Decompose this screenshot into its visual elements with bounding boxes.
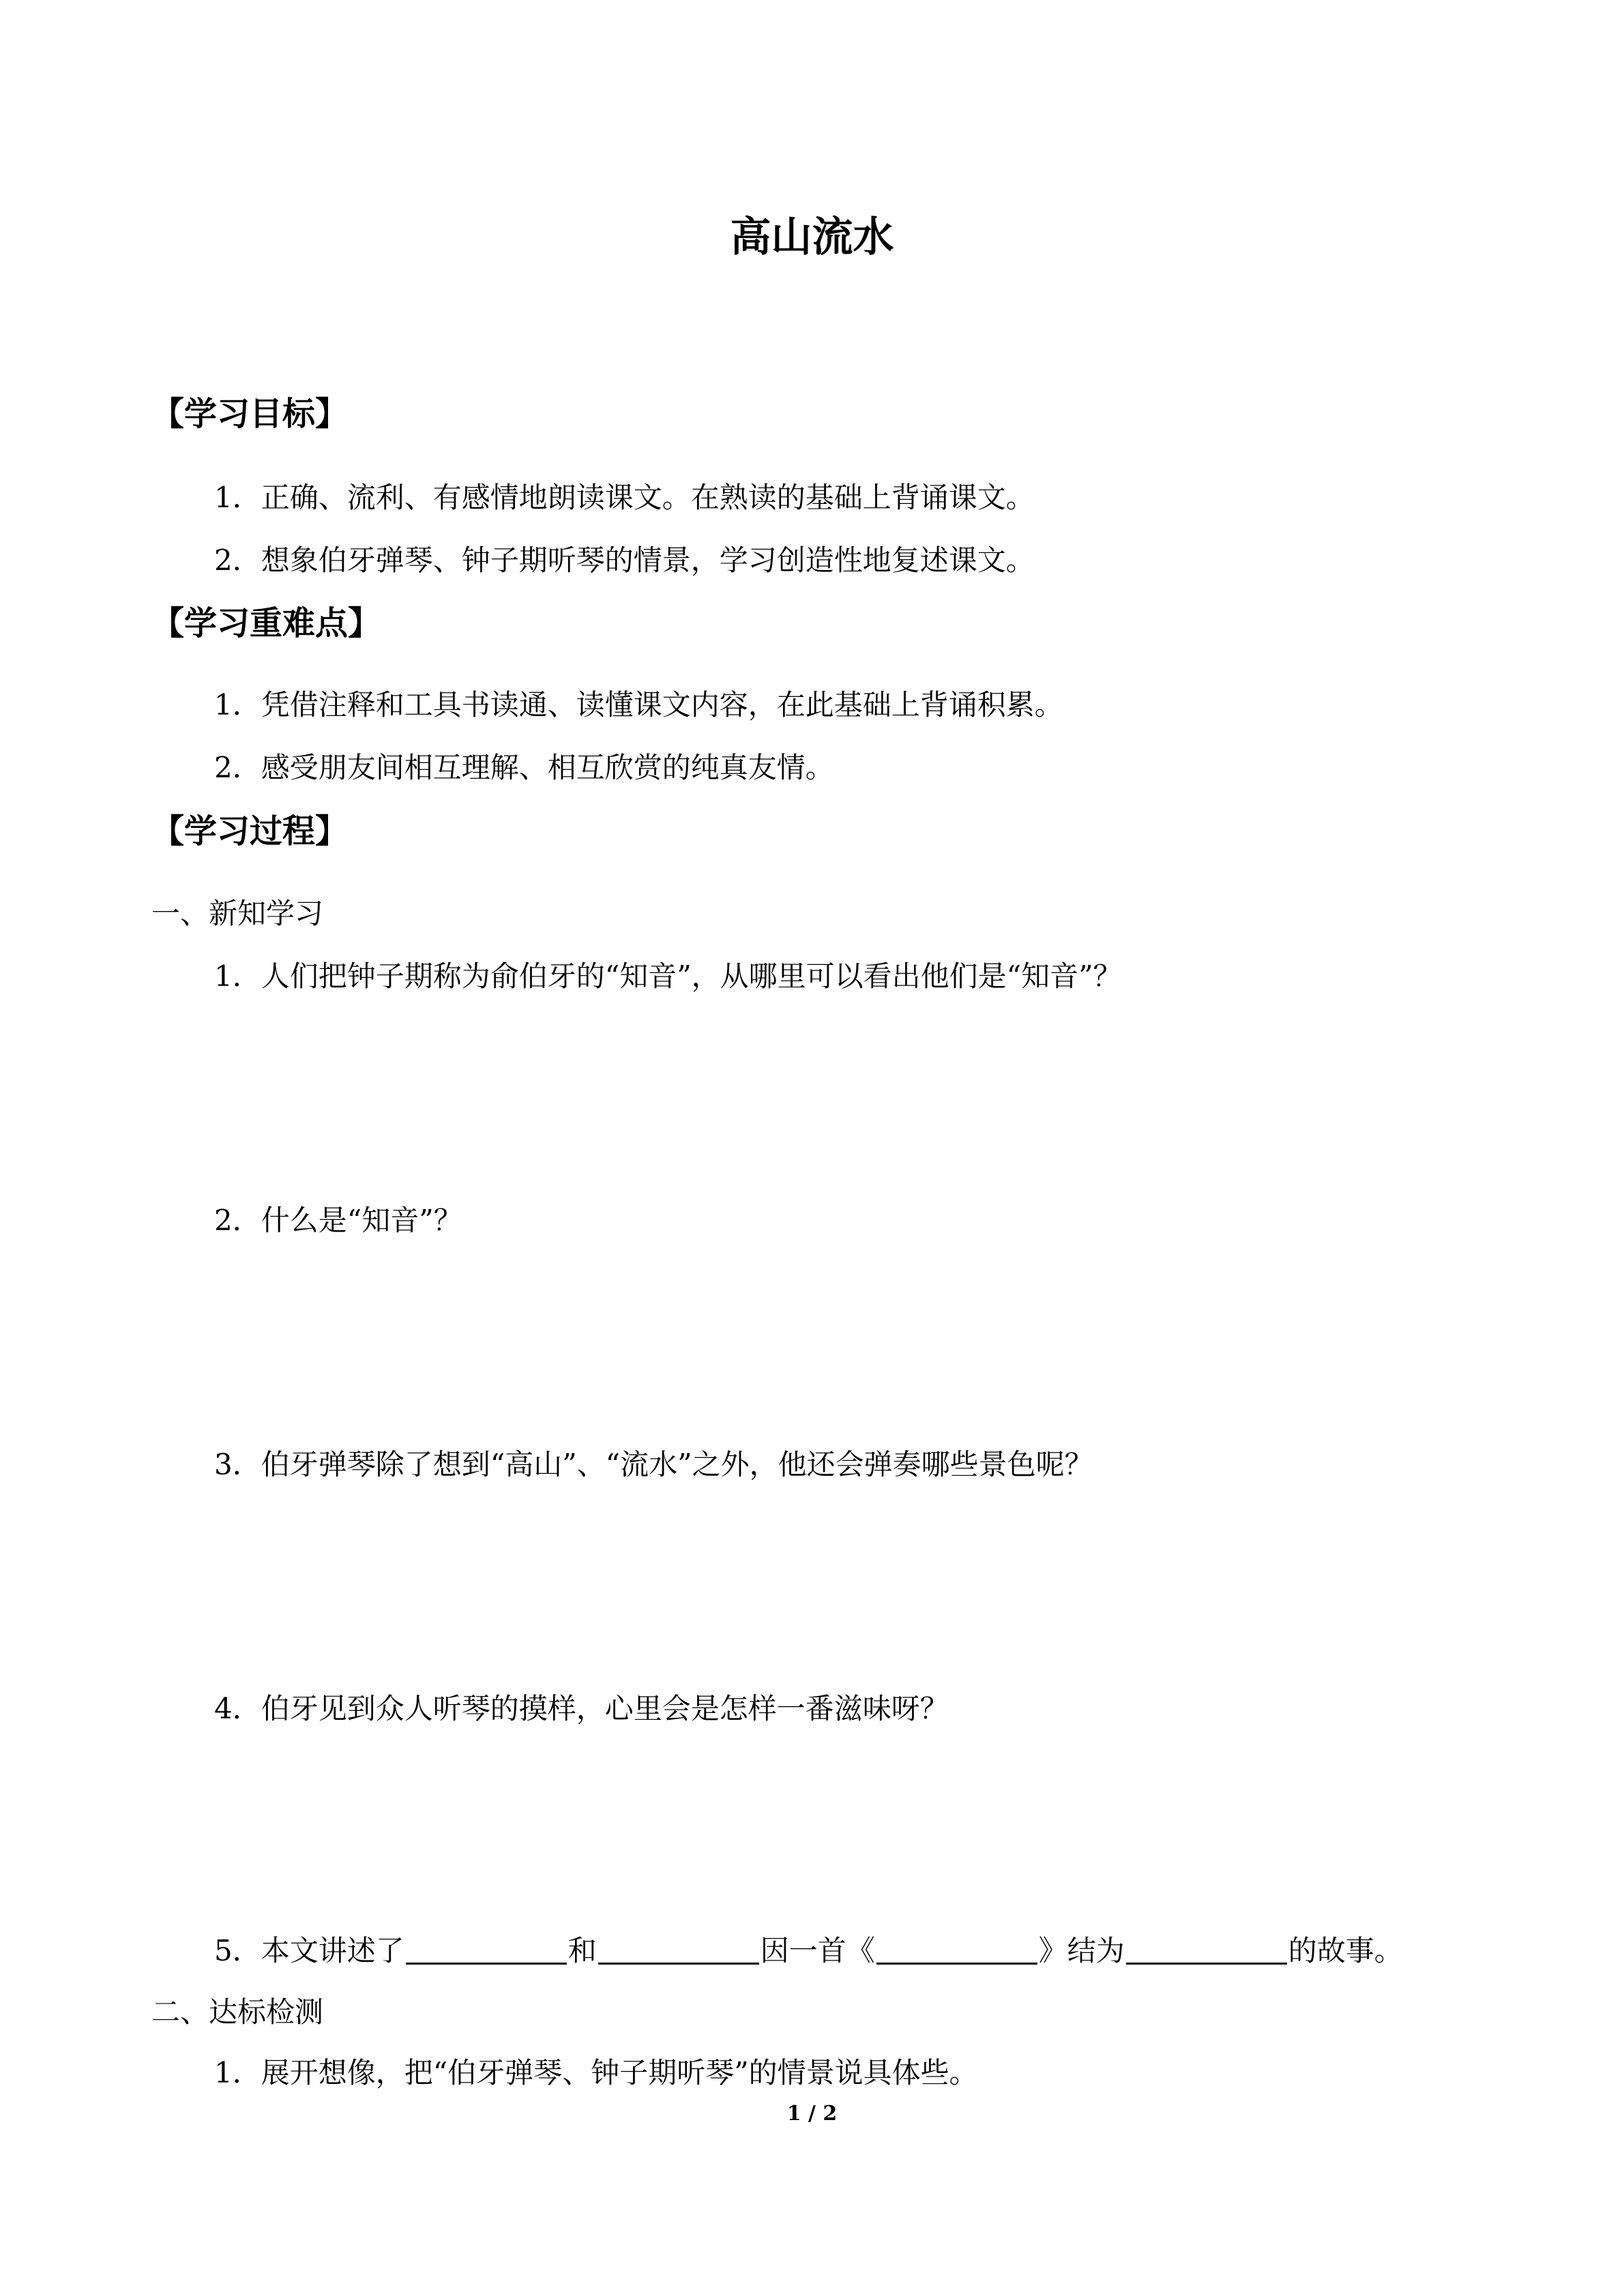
- question-1: 1．人们把钟子期称为俞伯牙的“知音”，从哪里可以看出他们是“知音”？: [214, 959, 1122, 993]
- page-number: 1 / 2: [786, 2102, 838, 2126]
- part-heading-assessment: 二、达标检测: [151, 1995, 324, 2029]
- fill-in-blank-question: [214, 1930, 1403, 1971]
- goal-item-2: 2．想象伯牙弹琴、钟子期听琴的情景，学习创造性地复述课文。: [214, 543, 1035, 577]
- answer-blank-3[interactable]: [876, 1931, 1037, 1965]
- section-heading-process: 【学习过程】: [151, 812, 349, 850]
- part-heading-new-knowledge: 一、新知学习: [151, 897, 324, 930]
- fill-text-4: 》结为: [1038, 1934, 1125, 1967]
- answer-blank-4[interactable]: [1126, 1931, 1287, 1965]
- section-heading-goals: 【学习目标】: [151, 395, 349, 433]
- question-4: 4．伯牙见到众人听琴的摸样，心里会是怎样一番滋味呀？: [214, 1692, 949, 1725]
- fill-text-3: 因一首《: [760, 1934, 875, 1967]
- fill-text-2: 和: [567, 1934, 597, 1967]
- section-heading-keypoints: 【学习重难点】: [151, 604, 381, 642]
- assessment-question-1: 1．展开想像，把“伯牙弹琴、钟子期听琴”的情景说具体些。: [214, 2056, 978, 2089]
- keypoint-item-2: 2．感受朋友间相互理解、相互欣赏的纯真友情。: [214, 751, 834, 784]
- keypoint-item-1: 1．凭借注释和工具书读通、读懂课文内容，在此基础上背诵积累。: [214, 688, 1063, 721]
- page-title: 高山流水: [730, 213, 894, 261]
- fill-text-5: 的故事。: [1288, 1934, 1403, 1967]
- fill-text-1: 5．本文讲述了: [214, 1934, 404, 1967]
- question-3: 3．伯牙弹琴除了想到“高山”、“流水”之外，他还会弹奏哪些景色呢？: [214, 1448, 1093, 1481]
- answer-blank-1[interactable]: [406, 1931, 567, 1965]
- answer-blank-2[interactable]: [598, 1931, 759, 1965]
- goal-item-1: 1．正确、流利、有感情地朗读课文。在熟读的基础上背诵课文。: [214, 481, 1035, 514]
- question-2: 2．什么是“知音”？: [214, 1204, 462, 1237]
